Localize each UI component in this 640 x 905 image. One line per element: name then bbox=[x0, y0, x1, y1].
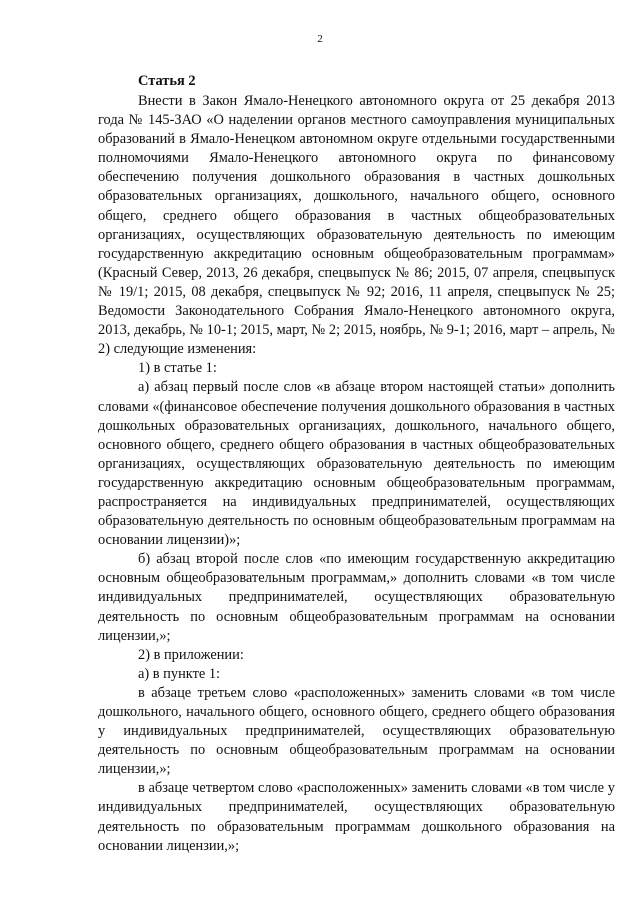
article-body bbox=[98, 72, 615, 856]
fourth-paragraph-amendment: в абзаце четвертом слово «расположенных» заменить словами «в том числе у индивидуальных предпринимателей, осуществляющих образовательную деятельность по образовательным программам дошкольного образования на основании лицензии,»; bbox=[98, 780, 615, 854]
item-1-heading: 1) в статье 1: bbox=[138, 360, 217, 377]
article-title: Статья 2 bbox=[138, 73, 196, 89]
page-number: 2 bbox=[317, 33, 323, 45]
third-paragraph-amendment: в абзаце третьем слово «расположенных» заменить словами «в том числе дошкольного, начального общего, основного общего, среднего общего образования у индивидуальных предпринимателей, осуществляющих образовательную деятельность по основным общеобразовательным программам на основании лицензии,»; bbox=[98, 684, 615, 778]
subitem-b-paragraph: б) абзац второй после слов «по имеющим государственную аккредитацию основным общеобразовательным программам,» дополнить словами «в том числе индивидуальных предпринимателей, осуществляющих образовательную деятельность по основным общеобразовательным программам на основании лицензии,»; bbox=[98, 551, 615, 644]
subitem-a-paragraph: а) абзац первый после слов «в абзаце втором настоящей статьи» дополнить словами «(финансовое обеспечение получения дошкольного образования в частных дошкольных образовательных организациях, дошкольного, начального общего, основного общего, среднего общего образования в частных общеобразовательных организациях, осуществляющих образовательную деятельность по имеющим государственную аккредитацию основным общеобразовательным программам, распространяется на индивидуальных предпринимателей, осуществляющих образовательную деятельность по основным общеобразовательным программам на основании лицензии)»; bbox=[98, 379, 615, 549]
subitem-a-point-1-heading: а) в пункте 1: bbox=[138, 665, 221, 682]
article-intro-paragraph: Внести в Закон Ямало-Ненецкого автономного округа от 25 декабря 2013 года № 145-ЗАО «О наделении органов местного самоуправления муниципальных образований в Ямало-Ненецком автономном округе отдельными государственными полномочиями Ямало-Ненецкого автономного округа по финансовому обеспечению получения дошкольного образования в частных дошкольных образовательных организациях, дошкольного, начального общего, основного общего, среднего общего образования в частных общеобразовательных организациях, осуществляющих образовательную деятельность по имеющим государственную аккредитацию основным общеобразовательным программам» (Красный Север, 2013, 26 декабря, спецвыпуск № 86; 2015, 07 апреля, спецвыпуск № 19/1; 2015, 08 декабря, спецвыпуск № 92; 2016, 11 апреля, спецвыпуск № 25; Ведомости Законодательного Собрания Ямало-Ненецкого автономного округа, 2013, декабрь, № 10-1; 2015, март, № 2; 2015, ноябрь, № 9-1; 2016, март – апрель, № 2) следующие изменения: bbox=[98, 93, 615, 358]
item-2-heading: 2) в приложении: bbox=[138, 646, 244, 663]
